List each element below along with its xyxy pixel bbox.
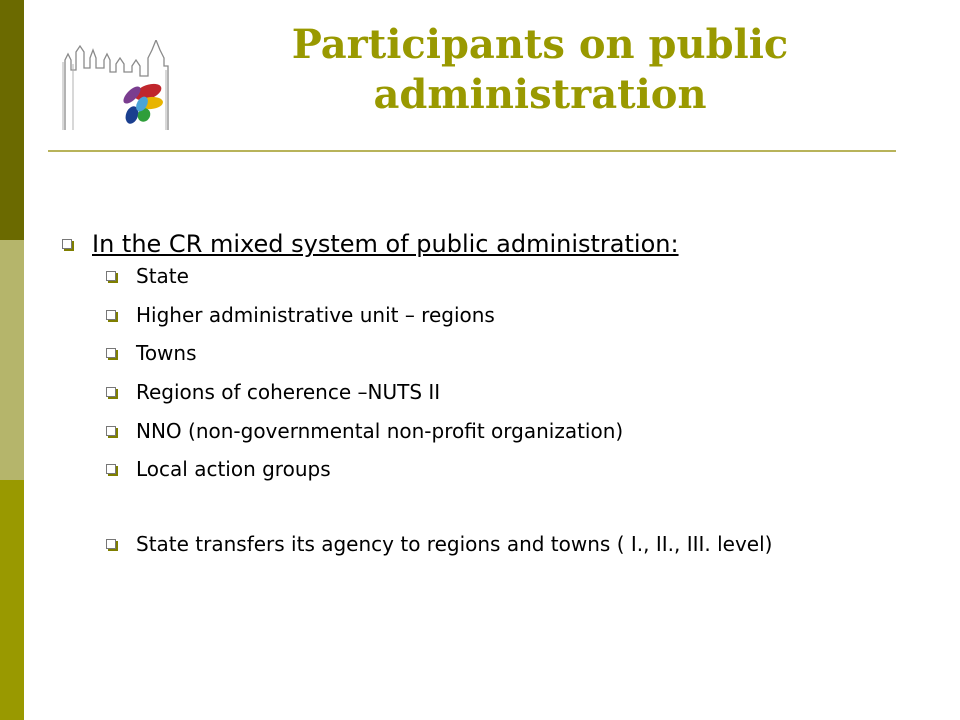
list-item	[106, 419, 912, 458]
list-item-text: Local action groups	[136, 457, 331, 482]
list-item-text: Towns	[136, 341, 197, 366]
square-bullet-icon	[106, 387, 116, 397]
sidebar-segment-middle	[0, 240, 24, 480]
list-item	[106, 303, 912, 342]
list-item	[106, 341, 912, 380]
sidebar-segment-bottom	[0, 480, 24, 720]
sub-bullet-list	[62, 264, 912, 556]
title-divider	[48, 150, 896, 152]
transfer-note-text: State transfers its agency to regions and towns ( I., II., III. level)	[136, 532, 773, 557]
list-item	[106, 457, 912, 496]
list-item-text: State	[136, 264, 189, 288]
slide-title: Participants on public administration	[291, 21, 789, 118]
transfer-note-item	[106, 532, 912, 556]
logo-icon	[60, 40, 175, 135]
slide-content	[62, 226, 912, 556]
square-bullet-icon	[106, 271, 116, 281]
square-bullet-icon	[106, 348, 116, 358]
main-bullet-item	[62, 226, 912, 262]
main-bullet-text: In the CR mixed system of public administration:	[92, 230, 679, 258]
list-item-text: Higher administrative unit – regions	[136, 302, 495, 327]
square-bullet-icon	[106, 310, 116, 320]
list-item-text: NNO (non-governmental non-profit organization)	[136, 418, 624, 443]
square-bullet-icon	[106, 464, 116, 474]
list-item-text: Regions of coherence –NUTS II	[136, 380, 441, 405]
sidebar-segment-top	[0, 0, 24, 240]
list-item	[106, 264, 912, 303]
list-item	[106, 380, 912, 419]
square-bullet-icon	[106, 426, 116, 436]
square-bullet-icon	[106, 539, 116, 549]
square-bullet-icon	[62, 239, 72, 249]
